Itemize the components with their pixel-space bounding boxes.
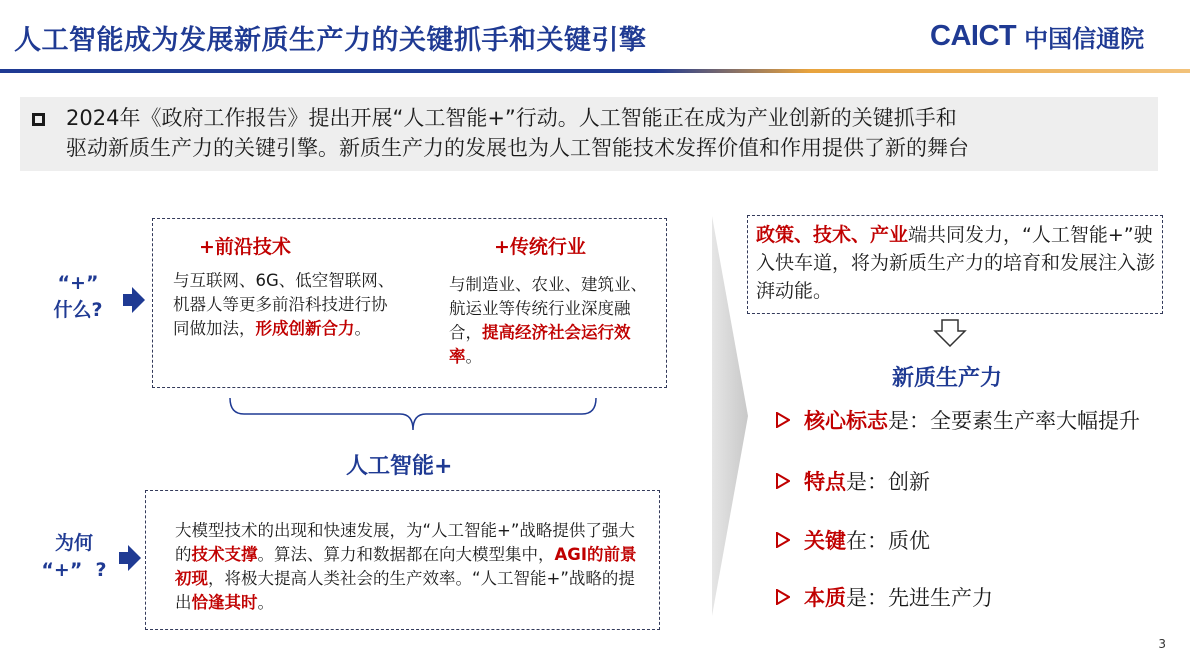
why-text-3: ，将极大提高人类社会的生产效率。“人工智能+”战略的提出 xyxy=(175,569,635,612)
synergy-panel xyxy=(747,215,1163,314)
why-question-label xyxy=(30,530,118,584)
new-productivity-heading: 新质生产力 xyxy=(892,366,1003,391)
traditional-industry-end: 。 xyxy=(465,347,482,366)
logo-text-cn: 中国信通院 xyxy=(1024,24,1145,53)
traditional-industry-title: +传统行业 xyxy=(494,236,586,258)
feature-item xyxy=(776,582,993,612)
feature-keyword: 核心标志 xyxy=(804,409,888,433)
hollow-square-bullet-icon xyxy=(32,113,45,126)
down-arrow-icon xyxy=(933,319,967,347)
why-text-4: 。 xyxy=(257,593,274,612)
triangle-bullet-icon xyxy=(776,412,790,428)
feature-item xyxy=(776,405,1140,435)
what-question-line-1: “+” xyxy=(57,272,99,294)
what-panel xyxy=(152,218,667,388)
triangle-bullet-icon xyxy=(776,532,790,548)
intro-line-1: 2024年《政府工作报告》提出开展“人工智能+”行动。人工智能正在成为产业创新的关键抓手和 xyxy=(66,106,957,130)
frontier-tech-end: 。 xyxy=(354,319,371,338)
feature-keyword: 本质 xyxy=(804,586,846,610)
why-body xyxy=(175,519,640,615)
why-highlight-3: 恰逢其时 xyxy=(191,593,258,612)
curly-brace-icon xyxy=(228,396,598,438)
feature-item xyxy=(776,525,930,555)
feature-text: 在：质优 xyxy=(846,529,930,553)
frontier-tech-body xyxy=(173,269,401,341)
feature-keyword: 特点 xyxy=(804,470,846,494)
what-question-line-2: 什么? xyxy=(53,299,103,321)
synergy-body: 端共同发力，“人工智能+”驶入快车道，将为新质生产力的培育和发展注入澎湃动能。 xyxy=(756,224,1156,302)
why-question-line-1: 为何 xyxy=(54,532,93,554)
intro-text xyxy=(66,103,1156,163)
feature-keyword: 关键 xyxy=(804,529,846,553)
page-number: 3 xyxy=(1158,637,1166,651)
feature-text: 是：全要素生产率大幅提升 xyxy=(888,409,1140,433)
frontier-tech-highlight: 形成创新合力 xyxy=(255,319,355,338)
why-question-line-2: “+” ? xyxy=(41,559,107,581)
why-highlight-2: AGI的前景初现 xyxy=(175,545,637,588)
intro-panel xyxy=(20,97,1158,171)
caict-logo xyxy=(930,18,1144,54)
traditional-industry-text: 与制造业、农业、建筑业、航运业等传统行业深度融合， xyxy=(449,275,647,342)
what-question-label xyxy=(38,270,118,324)
intro-line-2: 驱动新质生产力的关键引擎。新质生产力的发展也为人工智能技术发挥价值和作用提供了新的舞台 xyxy=(66,136,969,160)
right-arrow-icon xyxy=(119,545,141,571)
feature-text: 是：先进生产力 xyxy=(846,586,993,610)
right-arrow-icon xyxy=(123,287,145,313)
why-highlight-1: 技术支撑 xyxy=(191,545,258,564)
why-text-1: 大模型技术的出现和快速发展，为“人工智能+”战略提供了强大的 xyxy=(175,521,635,564)
feature-text: 是：创新 xyxy=(846,470,930,494)
chevron-right-icon xyxy=(712,216,748,616)
logo-text-en: CAICT xyxy=(930,19,1017,52)
triangle-bullet-icon xyxy=(776,473,790,489)
synergy-text xyxy=(756,221,1156,305)
traditional-industry-body xyxy=(449,273,653,369)
page-title: 人工智能成为发展新质生产力的关键抓手和关键引擎 xyxy=(14,25,647,56)
triangle-bullet-icon xyxy=(776,589,790,605)
feature-item xyxy=(776,466,930,496)
header-divider xyxy=(0,68,1190,75)
frontier-tech-text: 与互联网、6G、低空智联网、机器人等更多前沿科技进行协同做加法， xyxy=(173,271,395,338)
traditional-industry-highlight: 提高经济社会运行效率 xyxy=(449,323,631,366)
why-text-2: 。算法、算力和数据都在向大模型集中， xyxy=(257,545,555,564)
ai-plus-heading: 人工智能+ xyxy=(346,454,453,479)
synergy-highlight: 政策、技术、产业 xyxy=(756,224,909,246)
frontier-tech-title: +前沿技术 xyxy=(199,236,291,258)
why-panel xyxy=(145,490,660,630)
